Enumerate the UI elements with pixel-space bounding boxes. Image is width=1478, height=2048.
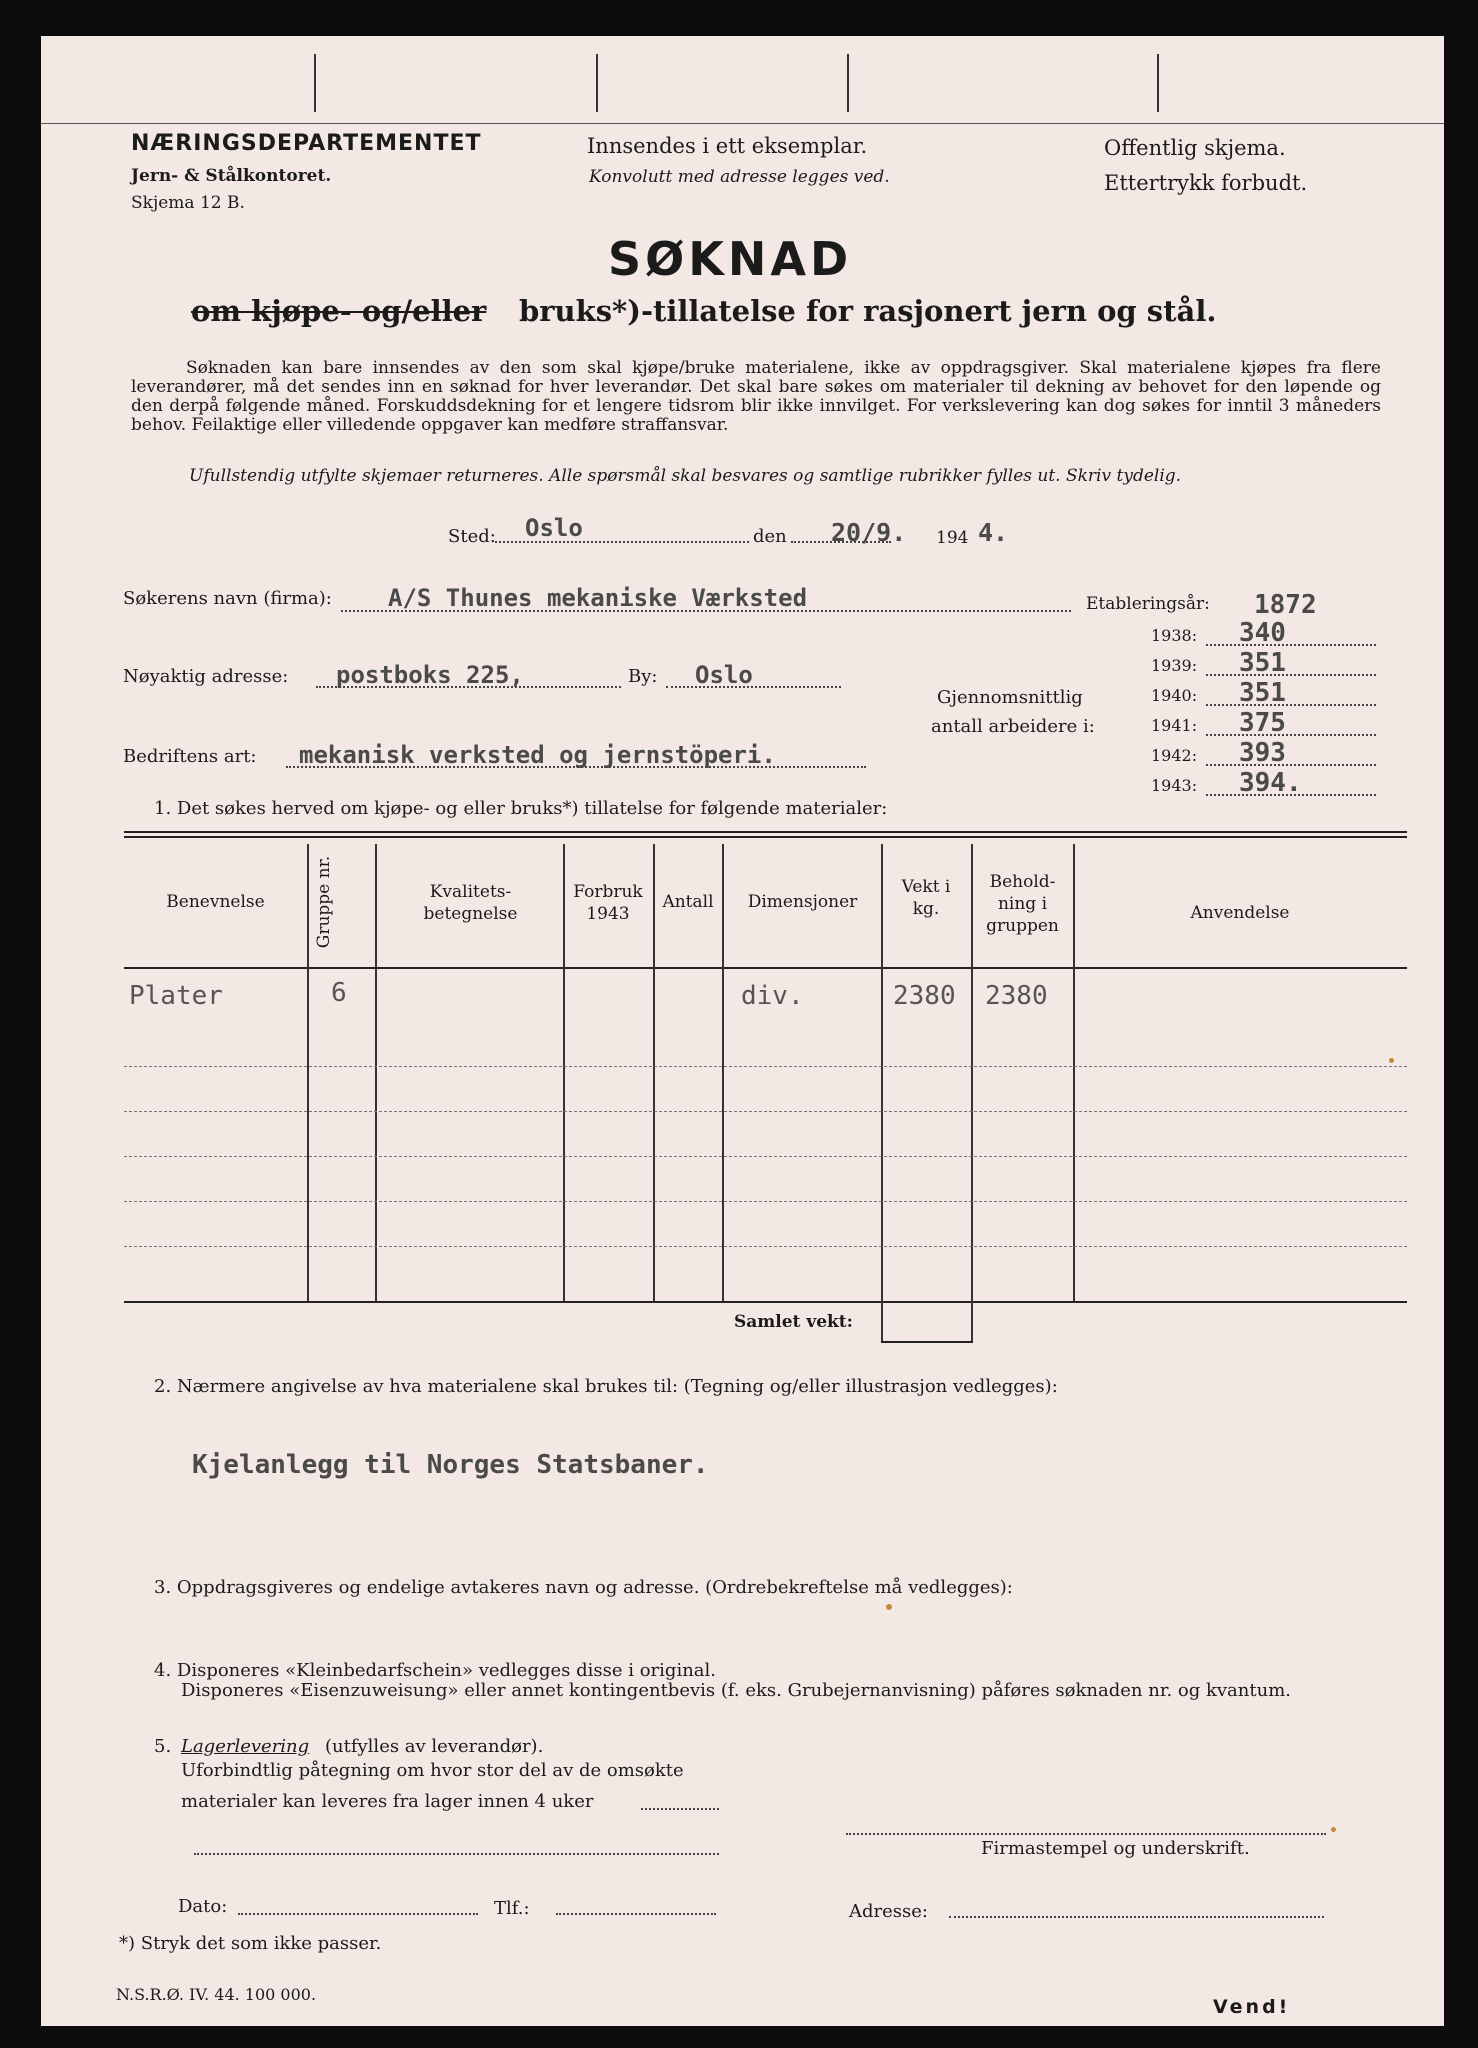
row-line <box>124 1156 1407 1157</box>
total-box-bottom <box>881 1341 973 1343</box>
submit-instruction: Innsendes i ett eksemplar. <box>587 134 868 158</box>
column-divider <box>375 844 377 1301</box>
workers-value: 340 <box>1239 618 1286 648</box>
year-prefix: 194 <box>936 528 969 548</box>
workers-year: 1938: <box>1151 626 1198 645</box>
cell-vekt: 2380 <box>893 981 956 1011</box>
date-field-dots <box>238 1913 478 1915</box>
established-value: 1872 <box>1254 590 1317 620</box>
workers-dots <box>1206 674 1376 676</box>
business-label: Bedriftens art: <box>123 746 257 767</box>
workers-value: 393 <box>1239 738 1286 768</box>
phone-field-dots <box>556 1913 716 1915</box>
subtitle: bruks*)-tillatelse for rasjonert jern og stål. <box>519 294 1217 328</box>
intro-paragraph: Søknaden kan bare innsendes av den som skal kjøpe/bruke materialene, ikke av oppdragsgiver. Skal materialene kjøpes fra flere leverandører, må det sendes inn en søknad for hver leverandør. Det skal bare søkes om materialer til dekning av behovet for den løpende og den derpå følgende måned. Forskuddsdekning for et lengere tidsrom blir ikke innvilget. For verkslevering kan dog søkes for inntil 3 måneders behov. Feilaktige eller villedende oppgaver kan medføre straffansvar. <box>131 358 1381 435</box>
envelope-instruction: Konvolutt med adresse legges ved. <box>589 167 890 187</box>
row-line <box>124 1111 1407 1112</box>
business-value: mekanisk verksted og jernstöperi. <box>299 741 776 769</box>
reprint-note: Ettertrykk forbudt. <box>1104 171 1308 195</box>
workers-label-1: Gjennomsnittlig <box>937 687 1083 708</box>
section5-line2: Uforbindtlig påtegning om hvor stor del av de omsøkte <box>181 1760 684 1781</box>
top-divider <box>847 54 849 112</box>
workers-dots <box>1206 644 1376 646</box>
place-label: Sted: <box>448 526 496 547</box>
applicant-name-dots <box>341 610 1071 612</box>
row-line <box>124 1066 1407 1067</box>
section5-dots <box>641 1808 719 1810</box>
address-dots <box>316 686 621 688</box>
city-value: Oslo <box>695 661 753 689</box>
cell-dimensjoner: div. <box>741 981 804 1011</box>
workers-label-2: antall arbeidere i: <box>931 716 1095 737</box>
section1-label: 1. Det søkes herved om kjøpe- og eller bruks*) tillatelse for følgende materialer: <box>154 798 888 819</box>
column-divider <box>971 844 973 1301</box>
table-header-rule <box>124 967 1407 969</box>
column-header: Anvendelse <box>1190 903 1290 923</box>
column-header: Dimensjoner <box>747 892 858 912</box>
date-label: den <box>753 526 787 547</box>
workers-year: 1943: <box>1151 776 1198 795</box>
place-value: Oslo <box>525 514 583 542</box>
workers-year: 1940: <box>1151 686 1198 705</box>
top-divider <box>1157 54 1159 112</box>
workers-dots <box>1206 794 1376 796</box>
date-value: 20/9. <box>831 518 907 547</box>
workers-value: 394. <box>1239 768 1302 798</box>
column-header: Benevnelse <box>166 892 265 912</box>
workers-dots <box>1206 734 1376 736</box>
section5-label-rest: (utfylles av leverandør). <box>325 1736 544 1757</box>
section3-label: 3. Oppdragsgiveres og endelige avtakeres navn og adresse. (Ordrebekreftelse må vedlegges): <box>154 1577 1013 1598</box>
page-title: SØKNAD <box>608 232 853 286</box>
total-box-right <box>971 1301 973 1343</box>
signature-label: Firmastempel og underskrift. <box>981 1838 1250 1859</box>
column-header: Behold-ning i gruppen <box>986 872 1059 936</box>
city-dots <box>666 686 841 688</box>
section4-line2: Disponeres «Eisenzuweisung» eller annet kontingentbevis (f. eks. Grubejernanvisning) påføres søknaden nr. og kvantum. <box>181 1680 1291 1701</box>
form-sheet <box>41 36 1444 2026</box>
row-line <box>124 1201 1407 1202</box>
top-divider <box>314 54 316 112</box>
column-divider <box>307 844 309 1301</box>
cell-gruppe: 6 <box>331 978 347 1008</box>
business-dots <box>286 766 866 768</box>
workers-value: 351 <box>1239 648 1286 678</box>
cell-beholdning: 2380 <box>985 981 1048 1011</box>
footnote: *) Stryk det som ikke passer. <box>119 1933 382 1954</box>
workers-year: 1941: <box>1151 716 1198 735</box>
ink-spot <box>1389 1058 1394 1063</box>
total-box-left <box>881 1301 883 1343</box>
form-number: Skjema 12 B. <box>131 193 245 213</box>
department-name: NÆRINGSDEPARTEMENTET <box>131 131 482 156</box>
ink-spot <box>1331 1827 1336 1832</box>
top-border <box>41 123 1444 124</box>
public-form-note: Offentlig skjema. <box>1104 136 1286 160</box>
cell-benevnelse: Plater <box>129 981 223 1011</box>
year-value: 4. <box>978 518 1009 547</box>
place-dots <box>495 541 749 543</box>
signature-dots <box>846 1833 1326 1835</box>
address-field-label: Adresse: <box>849 1901 928 1922</box>
column-header: Kvalitets-betegnelse <box>423 882 518 924</box>
section2-label: 2. Nærmere angivelse av hva materialene skal brukes til: (Tegning og/eller illustrasjon vedlegges): <box>154 1376 1058 1397</box>
city-label: By: <box>628 666 658 687</box>
column-header: Vekt i kg. <box>901 877 951 919</box>
workers-dots <box>1206 704 1376 706</box>
workers-value: 375 <box>1239 708 1286 738</box>
address-label: Nøyaktig adresse: <box>123 666 289 687</box>
ink-spot <box>886 1604 892 1610</box>
date-field-label: Dato: <box>178 1896 228 1917</box>
address-field-dots <box>949 1916 1324 1918</box>
column-header: Gruppe nr. <box>314 855 334 949</box>
workers-year: 1939: <box>1151 656 1198 675</box>
section2-value: Kjelanlegg til Norges Statsbaner. <box>192 1450 709 1480</box>
office-name: Jern- & Stålkontoret. <box>131 166 332 186</box>
workers-value: 351 <box>1239 678 1286 708</box>
applicant-name-value: A/S Thunes mekaniske Værksted <box>388 584 808 612</box>
section5-line3: materialer kan leveres fra lager innen 4 uker <box>181 1791 594 1812</box>
established-label: Etableringsår: <box>1086 594 1210 614</box>
table-top-rule <box>124 836 1407 838</box>
section5-dots <box>194 1853 719 1855</box>
column-divider <box>881 844 883 1301</box>
row-line <box>124 1246 1407 1247</box>
phone-field-label: Tlf.: <box>494 1898 530 1919</box>
instruction-note: Ufullstendig utfylte skjemaer returneres. Alle spørsmål skal besvares og samtlige rubrikker fylles ut. Skriv tydelig. <box>189 466 1182 486</box>
section4-line1: 4. Disponeres «Kleinbedarfschein» vedlegges disse i original. <box>154 1660 716 1681</box>
address-value: postboks 225, <box>336 661 524 689</box>
workers-dots <box>1206 764 1376 766</box>
total-weight-label: Samlet vekt: <box>734 1312 853 1332</box>
top-divider <box>596 54 598 112</box>
print-code: N.S.R.Ø. IV. 44. 100 000. <box>116 1985 317 2004</box>
column-header: Antall <box>662 892 714 912</box>
table-bottom-rule <box>124 1301 1407 1303</box>
turn-page-note: Vend! <box>1213 1996 1291 2018</box>
title-struck: om kjøpe- og/eller <box>191 294 487 328</box>
table-top-rule <box>124 831 1407 833</box>
column-header: Forbruk 1943 <box>573 882 643 924</box>
section5-number: 5. <box>154 1736 172 1757</box>
workers-year: 1942: <box>1151 746 1198 765</box>
applicant-name-label: Søkerens navn (firma): <box>123 588 332 609</box>
section5-label: Lagerlevering <box>181 1736 310 1757</box>
